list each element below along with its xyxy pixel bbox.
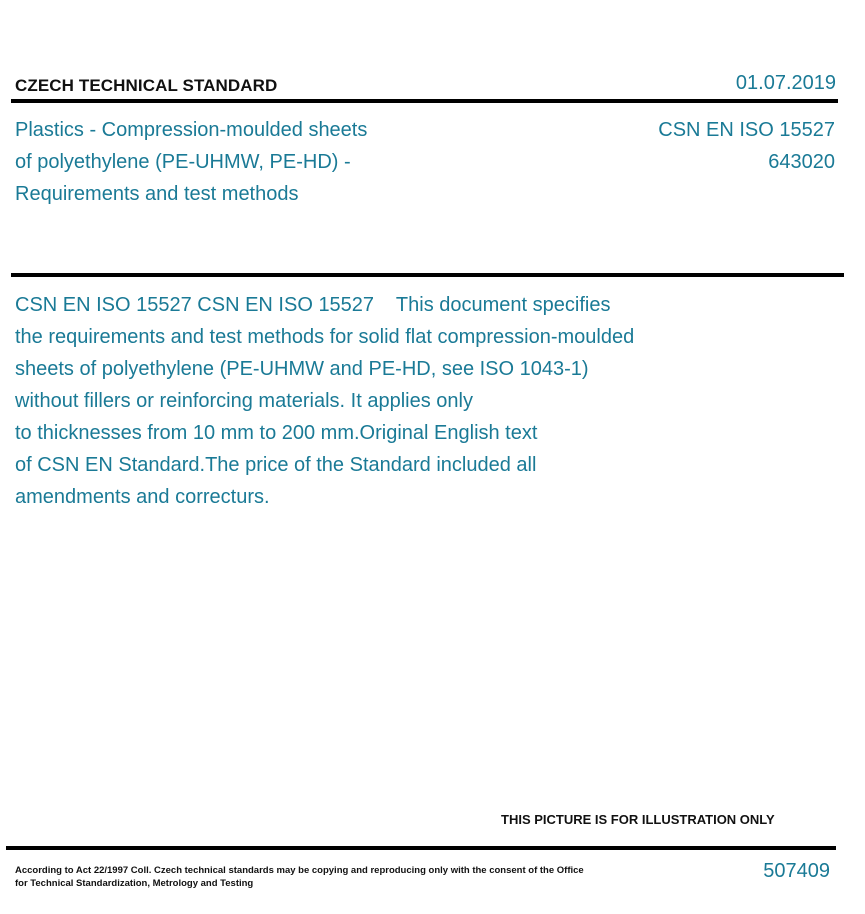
standard-description xyxy=(15,289,715,513)
document-header-title: CZECH TECHNICAL STANDARD xyxy=(15,76,278,95)
description-line: sheets of polyethylene (PE-UHMW and PE-HD, see ISO 1043-1) xyxy=(15,358,589,380)
description-line: amendments and correcturs. xyxy=(15,486,270,508)
top-divider xyxy=(11,99,838,103)
publication-date: 01.07.2019 xyxy=(735,72,836,94)
description-line: of CSN EN Standard.The price of the Standard included all xyxy=(15,454,537,476)
description-line: the requirements and test methods for solid flat compression-moulded xyxy=(15,326,635,348)
class-number: 643020 xyxy=(768,151,835,173)
description-line: CSN EN ISO 15527 CSN EN ISO 15527 This document specifies xyxy=(15,294,611,316)
legal-notice-line: for Technical Standardization, Metrology and Testing xyxy=(15,878,254,889)
standard-title-line: Requirements and test methods xyxy=(15,183,299,205)
standard-title-line: Plastics - Compression-moulded sheets xyxy=(15,119,368,141)
catalog-number: 507409 xyxy=(763,860,830,882)
bottom-divider xyxy=(6,846,836,850)
middle-divider xyxy=(11,273,844,277)
legal-notice-line: According to Act 22/1997 Coll. Czech technical standards may be copying and reproducing only with the consent of the Office xyxy=(15,865,584,876)
standard-code-block xyxy=(658,114,835,178)
description-line: without fillers or reinforcing materials. It applies only xyxy=(15,390,473,412)
standard-code: CSN EN ISO 15527 xyxy=(658,119,835,141)
description-line: to thicknesses from 10 mm to 200 mm.Original English text xyxy=(15,422,538,444)
standard-title xyxy=(15,114,455,210)
legal-notice xyxy=(15,864,595,890)
illustration-disclaimer: THIS PICTURE IS FOR ILLUSTRATION ONLY xyxy=(501,812,775,827)
standard-title-line: of polyethylene (PE-UHMW, PE-HD) - xyxy=(15,151,351,173)
